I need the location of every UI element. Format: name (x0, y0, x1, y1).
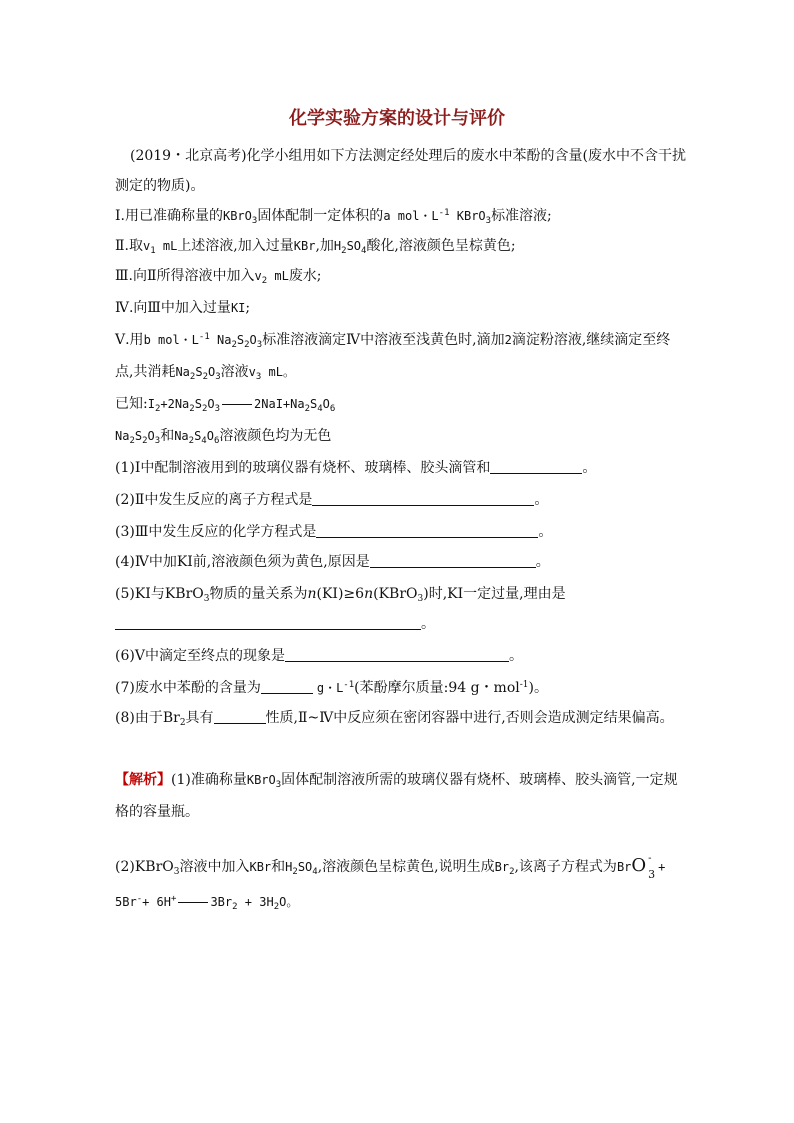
page-title: 化学实验方案的设计与评价 (289, 108, 505, 129)
question-8: (8)由于$Br_2$具有 性质,Ⅱ~Ⅳ中反应须在密闭容器中进行,否则会造成测定结果偏高。 (115, 710, 674, 728)
intro-line-1: (2019・北京高考)化学小组用如下方法测定经处理后的废水中苯酚的含量(废水中不含干扰 (130, 148, 687, 164)
answer-blank[interactable] (115, 615, 421, 630)
answer-blank[interactable] (312, 491, 534, 506)
answer-2-line-2: 5Br-+ 6H+ $3Br_2 + 3H_2O$。 (115, 894, 299, 912)
step-5-line-1: Ⅴ.用b mol・$L^{-1}$ $Na_2S_2O_3$标准溶液滴定Ⅳ中溶液至浅黄色时,滴加2滴淀粉溶液,继续滴定至终 (115, 332, 671, 350)
answer-blank[interactable] (285, 647, 509, 662)
equals-arrow (222, 396, 252, 405)
bromate-o: O (631, 855, 647, 876)
question-7: (7)废水中苯酚的含量为 g・$L^{-1}$(苯酚摩尔质量:94 g・mol$^{-1}$)。 (115, 680, 548, 696)
answer-1-line-2: 格的容量瓶。 (115, 804, 199, 820)
text: 标准溶液; (491, 208, 552, 224)
question-1: (1)Ⅰ中配制溶液用到的玻璃仪器有烧杯、玻璃棒、胶头滴管和 。 (115, 460, 597, 476)
answer-blank[interactable] (370, 553, 536, 568)
step-3: Ⅲ.向Ⅱ所得溶液中加入$v_2$ mL废水; (115, 268, 322, 286)
question-5: (5)KI与KBrO$_3$物质的量关系为n(KI)≥6n(KBrO$_3$)时,KI一定过量,理由是 (115, 586, 566, 604)
text: Ⅰ.用已准确称量的 (115, 208, 223, 224)
charge-stack: - 3 (648, 853, 656, 881)
analysis-label: 【解析】 (115, 772, 171, 788)
answer-blank[interactable] (261, 679, 313, 694)
intro-line-2: 测定的物质)。 (115, 178, 205, 194)
question-3: (3)Ⅲ中发生反应的化学方程式是 。 (115, 524, 553, 540)
question-6: (6)Ⅴ中滴定至终点的现象是 。 (115, 648, 523, 664)
answer-blank[interactable] (316, 523, 538, 538)
answer-blank[interactable] (214, 709, 266, 724)
step-5-line-2: 点,共消耗$Na_2S_2O_3$溶液$v_3$ mL。 (115, 364, 295, 382)
step-4: Ⅳ.向Ⅲ中加入过量KI; (115, 300, 251, 316)
question-2: (2)Ⅱ中发生反应的离子方程式是 。 (115, 492, 549, 508)
answer-blank[interactable] (490, 459, 582, 474)
step-1 (115, 206, 552, 226)
equals-arrow (178, 894, 208, 903)
question-4: (4)Ⅳ中加KI前,溶液颜色须为黄色,原因是 。 (115, 554, 550, 570)
formula: KBrO$_3$ (222, 209, 258, 226)
step-2: Ⅱ.取$v_1$ mL上述溶液,加入过量KBr,加$H_2SO_4$酸化,溶液颜色呈棕黄色; (115, 238, 516, 256)
known-equation: 已知$:I_2+2Na_2S_2O_3$ $2NaI+Na_2S_4O_6$ (115, 396, 336, 414)
colorless-note: $Na_2S_2O_3$和$Na_2S_4O_6$溶液颜色均为无色 (115, 428, 332, 446)
answer-2-line-1: (2)KBrO$_3$溶液中加入KBr和$H_2SO_4$,溶液颜色呈棕黄色,说明生成$Br_2$,该离子方程式为BrO - 3 + (115, 853, 666, 881)
concentration: a mol・$L^{-1}$ KBrO$_3$ (383, 208, 492, 226)
answer-1-line-1: 【解析】(1)准确称量KBrO$_3$固体配制溶液所需的玻璃仪器有烧杯、玻璃棒、胶头滴管,一定规 (115, 772, 678, 790)
text: 固体配制一定体积的 (257, 208, 384, 224)
question-5-blank-line: 。 (115, 614, 435, 634)
